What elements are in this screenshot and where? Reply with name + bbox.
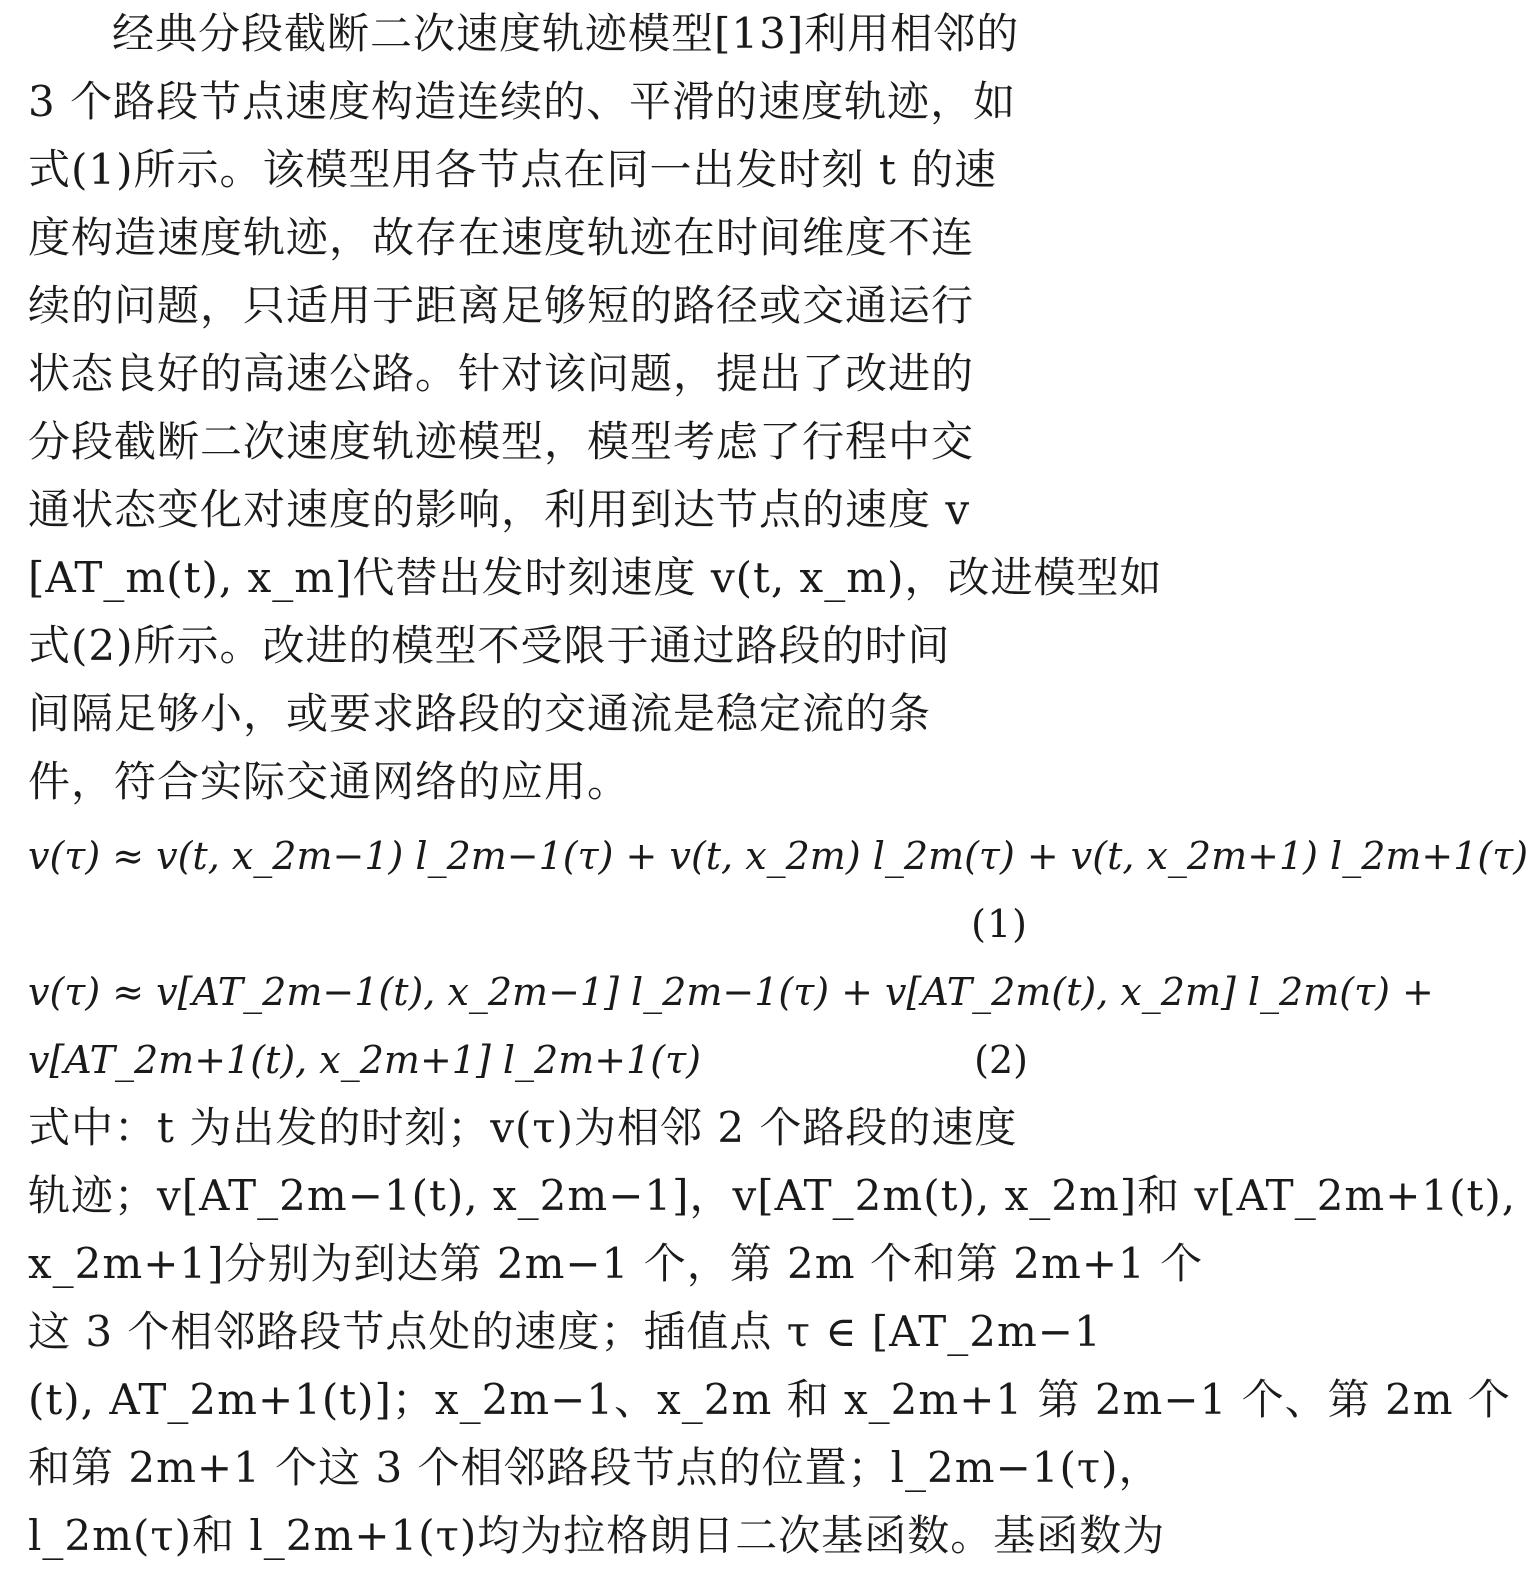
text-line: 度构造速度轨迹，故存在速度轨迹在时间维度不连 — [28, 213, 975, 262]
text-line: (t), AT_2m+1(t)]；x_2m−1、x_2m 和 x_2m+1 第 2m−1 个、第 2m 个 — [28, 1375, 1511, 1424]
equation-2-number: (2) — [974, 1038, 1028, 1082]
text-line: 分段截断二次速度轨迹模型，模型考虑了行程中交 — [28, 417, 975, 466]
paragraph-2 — [28, 1094, 1517, 1570]
text-line: 这 3 个相邻路段节点处的速度；插值点 τ ∈ [AT_2m−1 — [28, 1307, 1102, 1356]
text-line: 3 个路段节点速度构造连续的、平滑的速度轨迹，如 — [28, 77, 1017, 126]
equation-2-body-line-1: v(τ) ≈ v[AT_2m−1(t), x_2m−1] l_2m−1(τ) + v[AT_2m(t), x_2m] l_2m(τ) + — [28, 970, 1434, 1014]
text-line: 式(1)所示。该模型用各节点在同一出发时刻 t 的速 — [28, 145, 998, 194]
text-line: 式中：t 为出发的时刻；v(τ)为相邻 2 个路段的速度 — [28, 1103, 1018, 1152]
text-line: 轨迹；v[AT_2m−1(t), x_2m−1]，v[AT_2m(t), x_2m]和 v[AT_2m+1(t), — [28, 1171, 1517, 1220]
text-line: 和第 2m+1 个这 3 个相邻路段节点的位置；l_2m−1(τ)， — [28, 1443, 1162, 1492]
equation-2 — [28, 958, 1434, 1094]
text-line: x_2m+1]分别为到达第 2m−1 个，第 2m 个和第 2m+1 个 — [28, 1239, 1204, 1288]
text-line: 经典分段截断二次速度轨迹模型[13]利用相邻的 — [112, 9, 1020, 58]
text-line: 通状态变化对速度的影响，利用到达节点的速度 v — [28, 485, 971, 534]
text-line: 续的问题，只适用于距离足够短的路径或交通运行 — [28, 281, 975, 330]
text-line: [AT_m(t), x_m]代替出发时刻速度 v(t, x_m)，改进模型如 — [28, 553, 1163, 602]
document-page — [28, 0, 1528, 1570]
paragraph-1 — [28, 0, 1163, 816]
equation-1-body: v(τ) ≈ v(t, x_2m−1) l_2m−1(τ) + v(t, x_2m) l_2m(τ) + v(t, x_2m+1) l_2m+1(τ) — [28, 834, 1528, 878]
equation-2-body-line-2 — [28, 1026, 1028, 1094]
equation-1-number: (1) — [971, 902, 1028, 946]
text-line: 式(2)所示。改进的模型不受限于通过路段的时间 — [28, 621, 951, 670]
equation-1 — [28, 822, 1528, 958]
text-line: 间隔足够小，或要求路段的交通流是稳定流的条 — [28, 689, 932, 738]
equation-2-body-line-2-text: v[AT_2m+1(t), x_2m+1] l_2m+1(τ) — [28, 1038, 701, 1082]
text-line: 件，符合实际交通网络的应用。 — [28, 757, 631, 806]
text-line: 状态良好的高速公路。针对该问题，提出了改进的 — [28, 349, 975, 398]
text-line: l_2m(τ)和 l_2m+1(τ)均为拉格朗日二次基函数。基函数为 — [28, 1511, 1166, 1560]
